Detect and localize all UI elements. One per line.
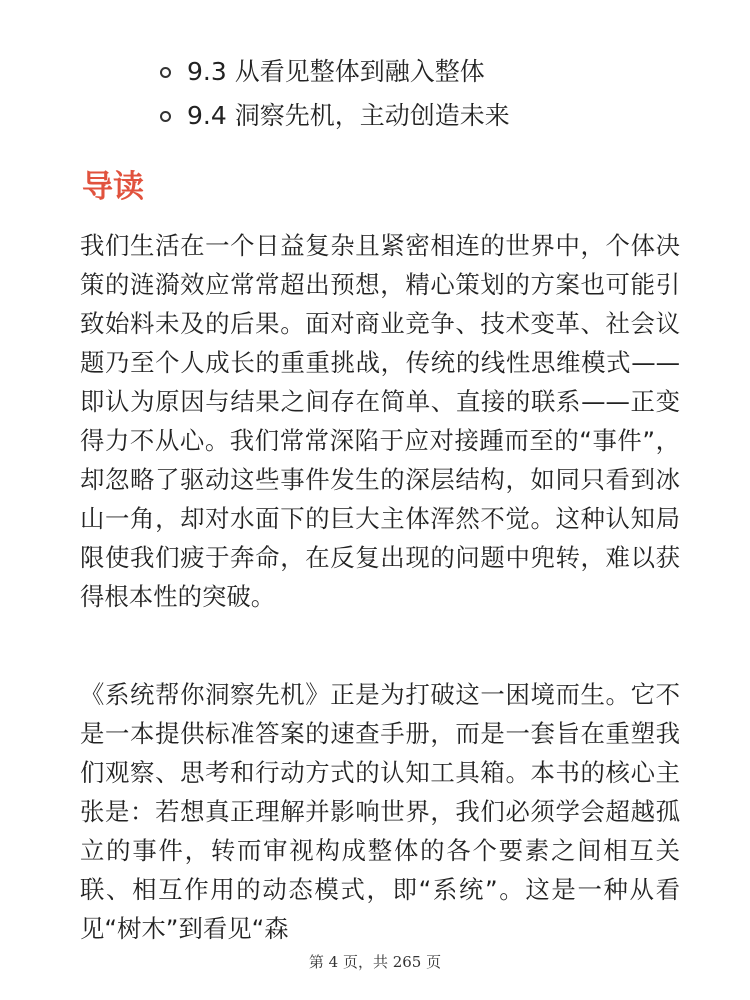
body-paragraph: 《系统帮你洞察先机》正是为打破这一困境而生。它不是一本提供标准答案的速查手册，而是一套旨在重塑我们观察、思考和行动方式的认知工具箱。本书的核心主张是：若想真正理解并影响世界，我们必须学会超越孤立的事件，转而审视构成整体的各个要素之间相互关联、相互作用的动态模式，即“系统”。这是一种从看见“树木”到看见“森 [80,680,680,943]
circle-bullet-icon [160,67,171,78]
toc-item[interactable] [160,50,510,94]
circle-bullet-icon [160,111,171,122]
page-indicator: 第 4 页，共 265 页 [308,953,442,971]
toc-item-label: 9.3 从看见整体到融入整体 [187,57,485,86]
body-paragraph: 我们生活在一个日益复杂且紧密相连的世界中，个体决策的涟漪效应常常超出预想，精心策划的方案也可能引致始料未及的后果。面对商业竞争、技术变革、社会议题乃至个人成长的重重挑战，传统的线性思维模式——即认为原因与结果之间存在简单、直接的联系——正变得力不从心。我们常常深陷于应对接踵而至的“事件”，却忽略了驱动这些事件发生的深层结构，如同只看到冰山一角，却对水面下的巨大主体浑然不觉。这种认知局限使我们疲于奔命，在反复出现的问题中兜转，难以获得根本性的突破。 [80,231,680,611]
toc-list [160,50,510,138]
toc-item-label: 9.4 洞察先机，主动创造未来 [187,101,510,130]
toc-item[interactable] [160,94,510,138]
section-heading: 导读 [82,169,144,205]
